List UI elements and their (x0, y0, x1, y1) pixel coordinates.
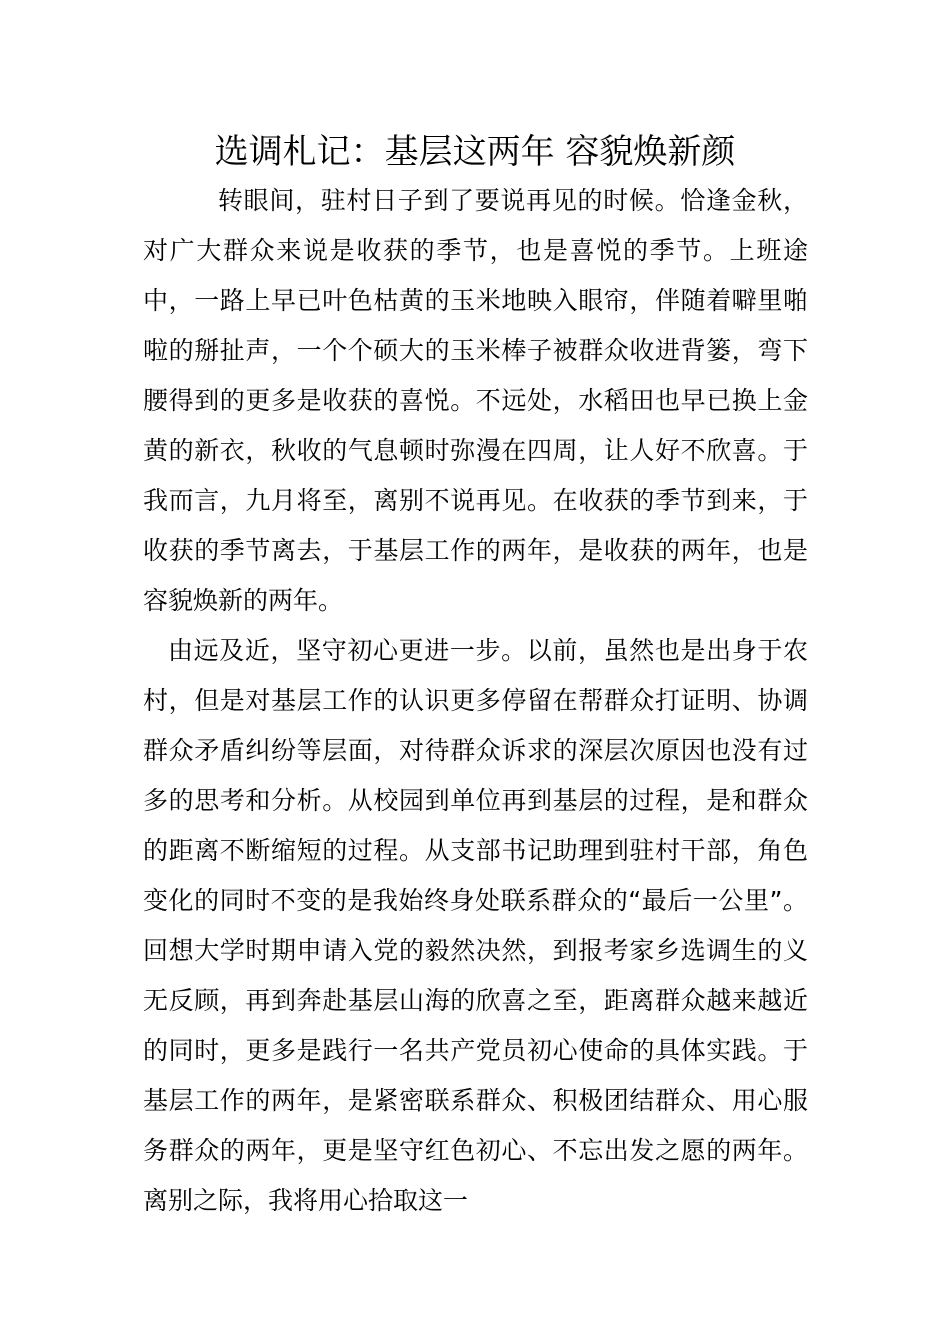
document-title: 选调札记：基层这两年 容貌焕新颜 (214, 132, 736, 172)
paragraph: 由远及近，坚守初心更进一步。以前，虽然也是出身于农村，但是对基层工作的认识更多停留在帮群众打证明、协调群众矛盾纠纷等层面，对待群众诉求的深层次原因也没有过多的思考和分析。从校园到单位再到基层的过程，是和群众的距离不断缩短的过程。从支部书记助理到驻村干部，角色变化的同时不变的是我始终身处联系群众的“最后一公里”。回想大学时期申请入党的毅然决然，到报考家乡选调生的义无反顾，再到奔赴基层山海的欣喜之至，距离群众越来越近的同时，更多是践行一名共产党员初心使命的具体实践。于基层工作的两年，是紧密联系群众、积极团结群众、用心服务群众的两年，更是坚守红色初心、不忘出发之愿的两年。离别之际，我将用心拾取这一 (143, 636, 808, 1215)
paragraph: 转眼间，驻村日子到了要说再见的时候。恰逢金秋，对广大群众来说是收获的季节，也是喜悦的季节。上班途中，一路上早已叶色枯黄的玉米地映入眼帘，伴随着噼里啪啦的掰扯声，一个个硕大的玉米棒子被群众收进背篓，弯下腰得到的更多是收获的喜悦。不远处，水稻田也早已换上金黄的新衣，秋收的气息顿时弥漫在四周，让人好不欣喜。于我而言，九月将至，离别不说再见。在收获的季节到来，于收获的季节离去，于基层工作的两年，是收获的两年，也是容貌焕新的两年。 (143, 186, 808, 615)
document-body (143, 176, 808, 1226)
